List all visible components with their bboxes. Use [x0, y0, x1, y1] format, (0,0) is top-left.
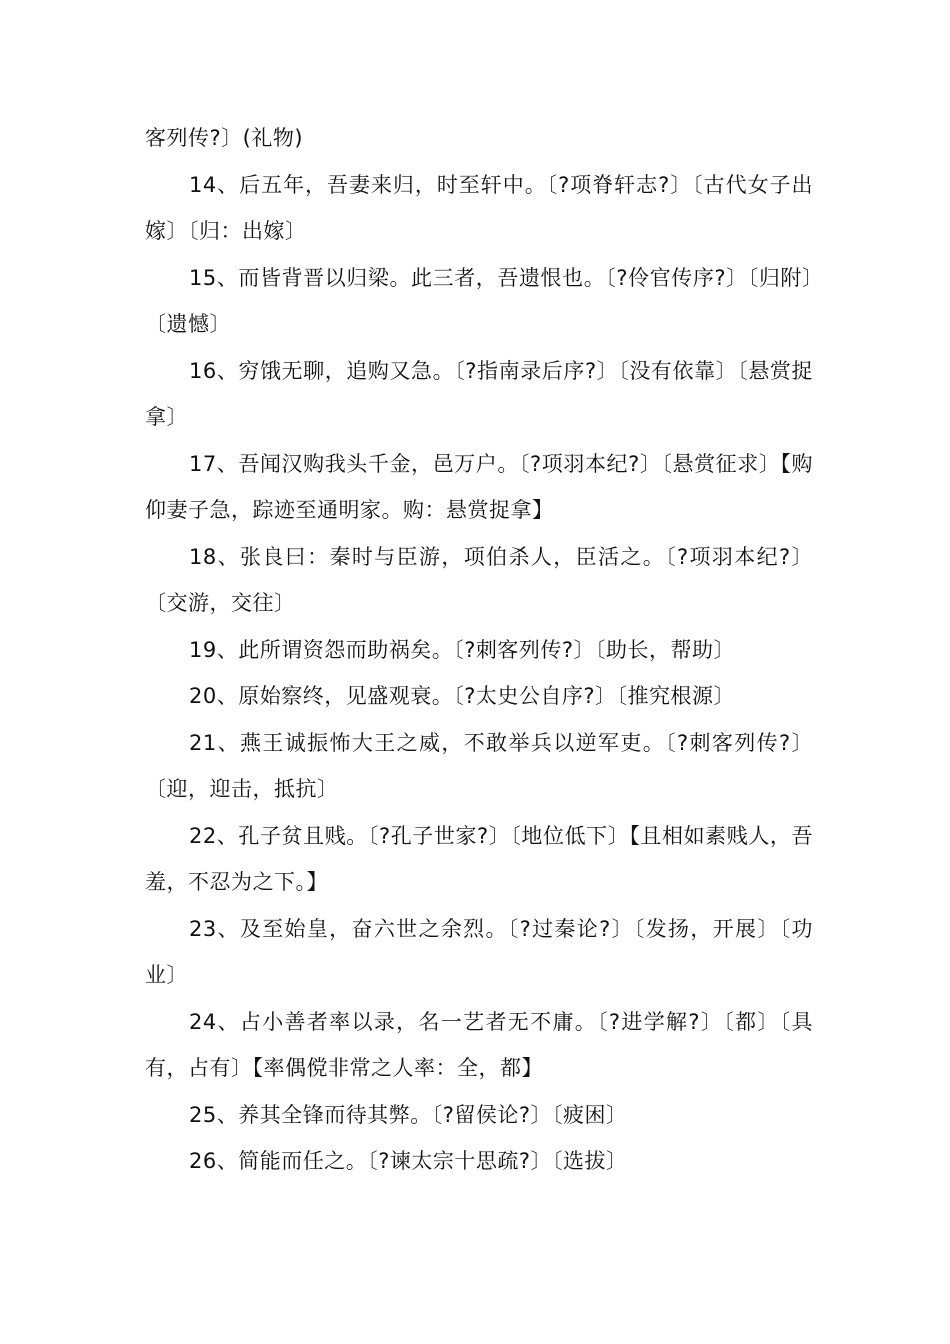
paragraph-item-24: 24、占小善者率以录，名一艺者无不庸。〔?进学解?〕〔都〕〔具有，占有〕【率偶傥非常之人率：全，都】 [145, 1009, 813, 1080]
paragraph-item-26: 26、简能而任之。〔?谏太宗十思疏?〕〔选拔〕 [189, 1149, 628, 1173]
paragraph-item-17: 17、吾闻汉购我头千金，邑万户。〔?项羽本纪?〕〔悬赏征求〕【购仰妻子急，踪迹至通明家。购：悬赏捉拿】 [145, 451, 813, 522]
paragraph-item-20: 20、原始察终，见盛观衰。〔?太史公自序?〕〔推究根源〕 [189, 684, 736, 708]
paragraph-item-23: 23、及至始皇，奋六世之余烈。〔?过秦论?〕〔发扬，开展〕〔功业〕 [145, 916, 813, 987]
paragraph-item-14: 14、后五年，吾妻来归，时至轩中。〔?项脊轩志?〕〔古代女子出嫁〕〔归：出嫁〕 [145, 172, 813, 243]
paragraph-continuation: 客列传?〕(礼物) [145, 126, 304, 150]
paragraph-item-25: 25、养其全锋而待其弊。〔?留侯论?〕〔疲困〕 [189, 1102, 628, 1127]
paragraph-item-16: 16、穷饿无聊，追购又急。〔?指南录后序?〕〔没有依靠〕〔悬赏捉拿〕 [145, 358, 813, 429]
document-body [145, 115, 813, 1185]
paragraph-item-22: 22、孔子贫且贱。〔?孔子世家?〕〔地位低下〕【且相如素贱人，吾羞，不忍为之下。】 [145, 823, 813, 894]
paragraph-item-18: 18、张良曰：秦时与臣游，项伯杀人，臣活之。〔?项羽本纪?〕〔交游，交往〕 [145, 544, 813, 615]
paragraph-item-21: 21、燕王诚振怖大王之威，不敢举兵以逆军吏。〔?刺客列传?〕〔迎，迎击，抵抗〕 [145, 730, 813, 801]
paragraph-item-15: 15、而皆背晋以归梁。此三者，吾遗恨也。〔?伶官传序?〕〔归附〕〔遗憾〕 [145, 265, 813, 336]
paragraph-item-19: 19、此所谓资怨而助祸矣。〔?刺客列传?〕〔助长，帮助〕 [189, 637, 736, 662]
